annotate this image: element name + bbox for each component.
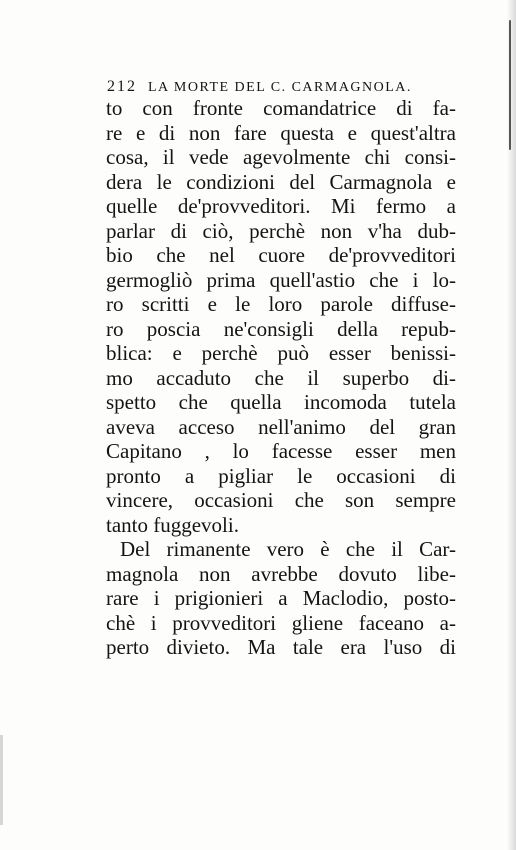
text-line: spetto che quella incomoda tutela — [106, 390, 456, 414]
text-line: mo accaduto che il superbo di- — [106, 365, 456, 390]
text-line: ro poscia ne'consigli della repub- — [106, 316, 456, 341]
text-line: re e di non fare questa e quest'altra — [106, 120, 456, 145]
text-line: quelle de'provveditori. Mi fermo a — [106, 194, 456, 218]
text-line: rare i prigionieri a Maclodio, posto- — [106, 586, 456, 610]
page-edge-shadow — [506, 0, 516, 850]
paragraph-2 — [106, 537, 456, 660]
text-line: cosa, il vede agevolmente chi consi- — [106, 145, 456, 169]
page-number: 212 — [107, 78, 137, 95]
text-line: vincere, occasioni che son sempre — [106, 488, 456, 512]
text-line: parlar di ciò, perchè non v'ha dub- — [106, 218, 456, 243]
text-line: pronto a pigliar le occasioni di — [106, 463, 456, 488]
text-line: dera le condizioni del Carmagnola e — [106, 169, 456, 194]
page-edge-mark — [0, 735, 3, 825]
text-line: tanto fuggevoli. — [106, 512, 239, 537]
text-line: ro scritti e le loro parole diffuse- — [106, 292, 456, 316]
text-line: perto divieto. Ma tale era l'uso di — [106, 635, 456, 659]
body-text — [106, 96, 456, 660]
text-line: bio che nel cuore de'provveditori — [106, 243, 456, 267]
text-line: magnola non avrebbe dovuto libe- — [106, 561, 456, 586]
paragraph-1 — [106, 96, 456, 537]
text-line: aveva acceso nell'animo del gran — [106, 414, 456, 439]
running-title: LA MORTE DEL C. CARMAGNOLA. — [148, 80, 412, 95]
text-line: to con fronte comandatrice di fa- — [106, 96, 456, 120]
text-line: Del rimanente vero è che il Car- — [120, 537, 456, 561]
text-line: germogliò prima quell'astio che i lo- — [106, 267, 456, 292]
text-line: blica: e perchè può esser benissi- — [106, 341, 456, 365]
text-line: chè i provveditori gliene faceano a- — [106, 610, 456, 635]
text-line: Capitano , lo facesse esser men — [106, 439, 456, 463]
